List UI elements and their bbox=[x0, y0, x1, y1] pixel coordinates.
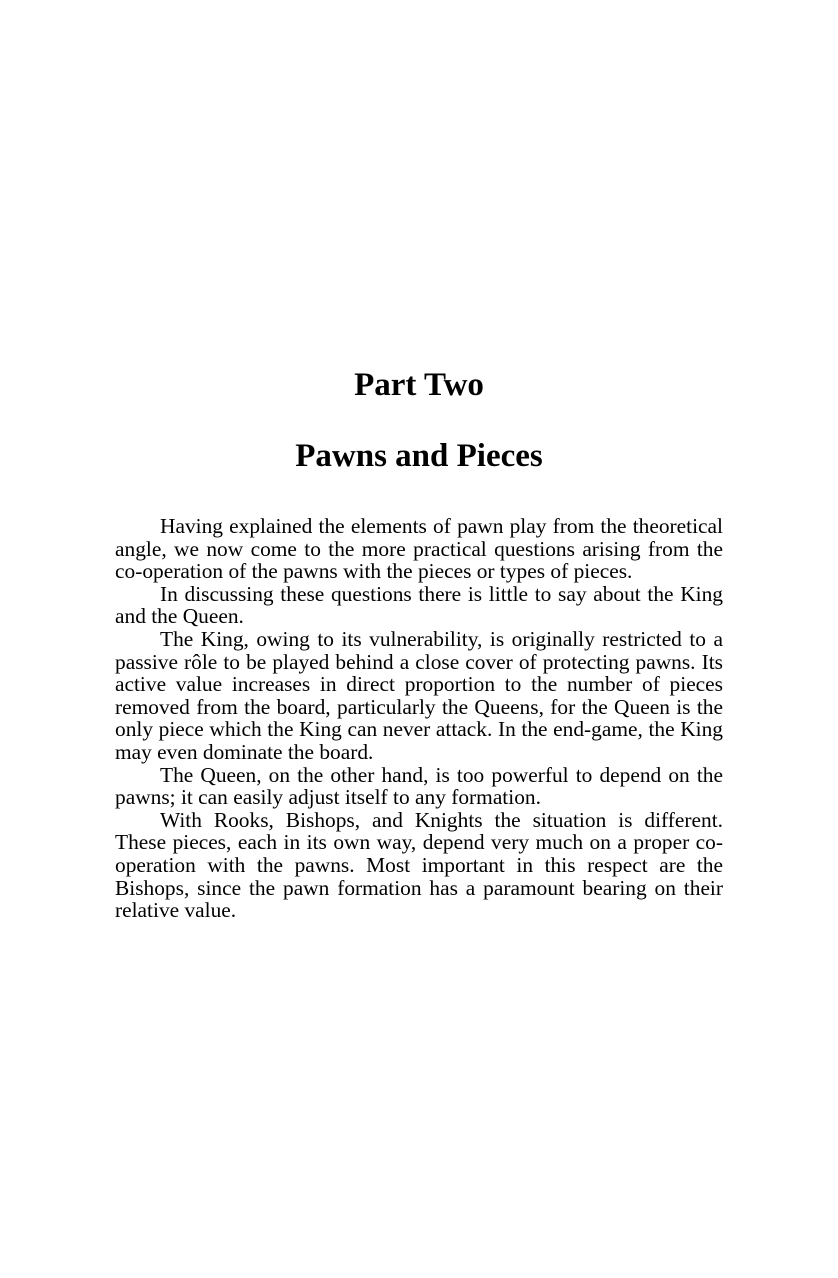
paragraph: In discussing these questions there is little to say about the King and the Queen. bbox=[115, 581, 723, 629]
body-text bbox=[115, 515, 723, 922]
paragraph: Having explained the elements of pawn play from the theoretical angle, we now come to the more practical questions arising from the co-operation of the pawns with the pieces or types of pieces. bbox=[115, 514, 723, 584]
paragraph: The Queen, on the other hand, is too powerful to depend on the pawns; it can easily adjust itself to any formation. bbox=[115, 762, 723, 810]
part-title: Part Two bbox=[354, 367, 484, 403]
paragraph: With Rooks, Bishops, and Knights the situation is different. These pieces, each in its own way, depend very much on a proper co-operation with the pawns. Most important in this respect are the Bishops, since the pawn formation has a paramount bearing on their relative value. bbox=[115, 807, 723, 923]
chapter-title: Pawns and Pieces bbox=[295, 438, 543, 474]
paragraph: The King, owing to its vulnerability, is originally restricted to a passive rôle to be played behind a close cover of protecting pawns. Its active value increases in direct proportion to the number of pieces removed from the board, particularly the Queens, for the Queen is the only piece which the King can never attack. In the end-game, the King may even dominate the board. bbox=[115, 626, 723, 764]
